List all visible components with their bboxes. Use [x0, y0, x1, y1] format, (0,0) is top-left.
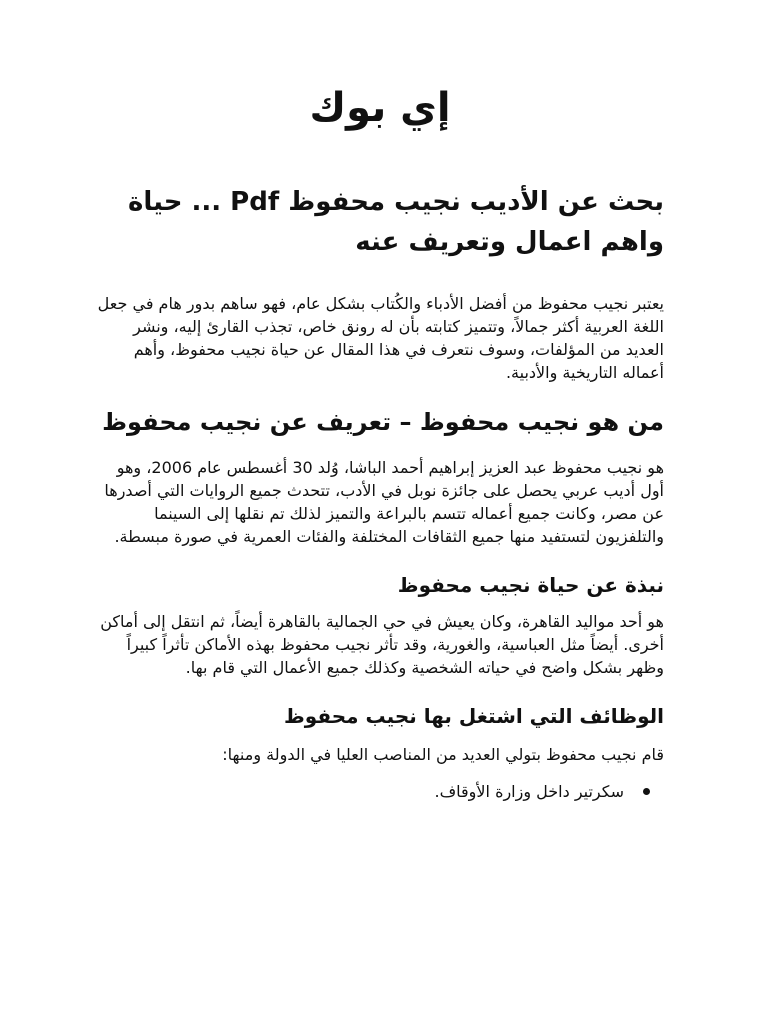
bullet-dot-icon — [643, 788, 650, 795]
article-title: بحث عن الأديب نجيب محفوظ Pdf ... حياة واهم اعمال وتعريف عنه — [127, 187, 664, 257]
section-heading-life: نبذة عن حياة نجيب محفوظ — [397, 573, 664, 597]
section-paragraph-jobs: قام نجيب محفوظ بتولي العديد من المناصب العليا في الدولة ومنها: — [222, 745, 664, 764]
section-heading-jobs: الوظائف التي اشتغل بها نجيب محفوظ — [284, 704, 664, 728]
brand-title: إي بوك — [309, 85, 451, 131]
jobs-bullet-list — [96, 780, 664, 804]
intro-paragraph: يعتبر نجيب محفوظ من أفضل الأدباء والكُتاب بشكل عام، فهو ساهم بدور هام في جعل اللغة العربية أكثر جمالاً، وتتميز كتابته بأن له رونق خاص، تجذب القارئ إليه، ونشر العديد من المؤلفات، وسوف نتعرف في هذا المقال عن حياة نجيب محفوظ، وأهم أعماله التاريخية والأدبية. — [97, 294, 664, 382]
section-paragraph-who: هو نجيب محفوظ عبد العزيز إبراهيم أحمد الباشا، وُلد 30 أغسطس عام 2006، وهو أول أديب عربي يحصل على جائزة نوبل في الأدب، تتحدث جميع الروايات التي أصدرها عن مصر، وكانت جميع أعماله تتسم بالبراعة والتميز لذلك تم نقلها إلى السينما والتلفزيون لتستفيد منها جميع الثقافات المختلفة والفئات العمرية في صورة مبسطة. — [104, 458, 664, 546]
section-paragraph-life: هو أحد مواليد القاهرة، وكان يعيش في حي الجمالية بالقاهرة أيضاً، ثم انتقل إلى أماكن أخرى. أيضاً مثل العباسية، والغورية، وقد تأثر نجيب محفوظ بهذه الأماكن تأثراً كبيراً وظهر بشكل واضح في حياته الشخصية وكذلك جميع الأعمال التي قام بها. — [100, 612, 664, 677]
section-heading-who: من هو نجيب محفوظ – تعريف عن نجيب محفوظ — [102, 408, 664, 436]
list-item — [96, 780, 624, 804]
list-item-text: سكرتير داخل وزارة الأوقاف. — [434, 782, 624, 801]
